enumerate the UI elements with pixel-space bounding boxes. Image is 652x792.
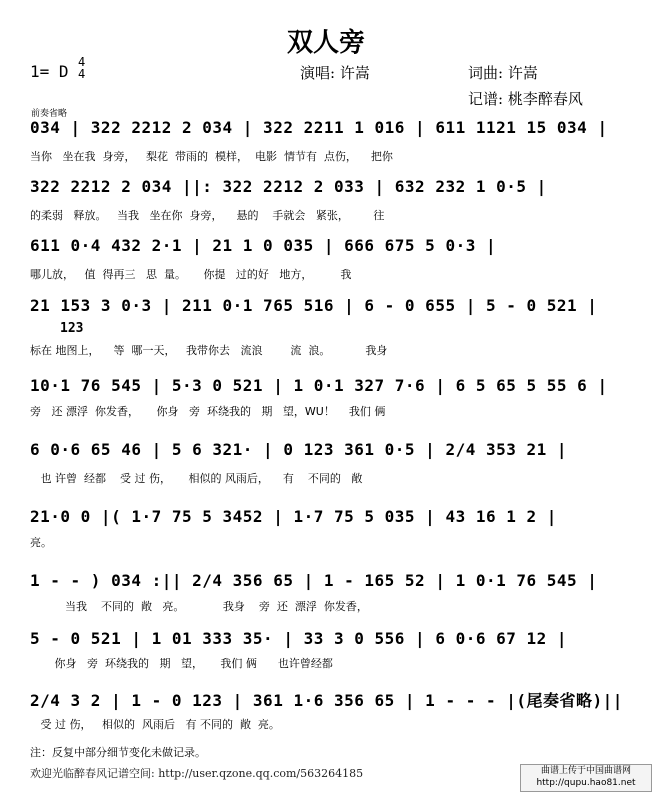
visit-line: 欢迎光临醉春风记谱空间: http://user.qzone.qq.com/563264185 bbox=[30, 767, 364, 780]
site-watermark-line2: http://qupu.hao81.net bbox=[536, 778, 636, 788]
staff-notes-9: 5 - 0 521 | 1 01 333 35· | 33 3 0 556 | 6 0·6 67 12 | bbox=[30, 629, 568, 648]
site-watermark-line1: 曲谱上传于中国曲谱网 bbox=[540, 766, 631, 776]
singer-credit: 演唱: 许嵩 bbox=[300, 64, 370, 82]
staff-notes-6: 6 0·6 65 46 | 5 6 321· | 0 123 361 0·5 | 2/4 353 21 | bbox=[30, 440, 568, 459]
staff-lyrics-5: 旁 还 漂浮 你发香， 你身 旁 环绕我的 期 望，WU！ 我们 俩 bbox=[30, 405, 386, 418]
transcriber-credit: 记谱: 桃李醉春风 bbox=[468, 90, 583, 108]
time-signature-bottom: 4 bbox=[78, 67, 86, 81]
staff-extra-notes: 123 bbox=[60, 321, 84, 336]
staff-notes-8: 1 - - ) 034 :|| 2/4 356 65 | 1 - 165 52 | 1 0·1 76 545 | bbox=[30, 571, 598, 590]
staff-lyrics-1: 当你 坐在我 身旁， 梨花 带雨的 模样， 电影 情节有 点伤， 把你 bbox=[30, 150, 393, 163]
staff-lyrics-2: 的柔弱 释放。 当我 坐在你 身旁， 悬的 手就会 紧张， 往 bbox=[30, 209, 385, 222]
intro-omitted-label: 前奏省略 bbox=[31, 109, 68, 119]
staff-notes-10: 2/4 3 2 | 1 - 0 123 | 361 1·6 356 65 | 1 - - - |(尾奏省略)|| bbox=[30, 691, 623, 710]
staff-lyrics-8: 当我 不同的 敞 亮。 我身 旁 还 漂浮 你发香， bbox=[30, 600, 368, 613]
staff-notes-1: 034 | 322 2212 2 034 | 322 2211 1 016 | 611 1121 15 034 | bbox=[30, 118, 608, 137]
key-signature: 1= D bbox=[30, 62, 69, 81]
time-signature bbox=[78, 56, 85, 80]
time-signature-top: 4 bbox=[78, 55, 86, 69]
staff-lyrics-10: 受 过 伤， 相似的 风雨后 有 不同的 敞 亮。 bbox=[30, 718, 280, 731]
staff-notes-2: 322 2212 2 034 ||: 322 2212 2 033 | 632 232 1 0·5 | bbox=[30, 177, 547, 196]
staff-lyrics-3: 哪儿放， 值 得再三 思 量。 你提 过的好 地方， 我 bbox=[30, 268, 352, 281]
site-watermark bbox=[520, 764, 652, 792]
staff-notes-3: 611 0·4 432 2·1 | 21 1 0 035 | 666 675 5 0·3 | bbox=[30, 236, 497, 255]
staff-notes-7: 21·0 0 |( 1·7 75 5 3452 | 1·7 75 5 035 | 43 16 1 2 | bbox=[30, 507, 557, 526]
footnote: 注：反复中部分细节变化未做记录。 bbox=[30, 746, 206, 759]
staff-lyrics-6: 也 许曾 经都 受 过 伤， 相似的 风雨后， 有 不同的 敞 bbox=[30, 472, 363, 485]
staff-notes-4: 21 153 3 0·3 | 211 0·1 765 516 | 6 - 0 655 | 5 - 0 521 | bbox=[30, 296, 598, 315]
composer-credit: 词曲: 许嵩 bbox=[468, 64, 538, 82]
song-title: 双人旁 bbox=[286, 28, 365, 58]
staff-lyrics-7: 亮。 bbox=[30, 536, 52, 549]
staff-lyrics-9: 你身 旁 环绕我的 期 望， 我们 俩 也许曾经都 bbox=[30, 657, 333, 670]
staff-notes-5: 10·1 76 545 | 5·3 0 521 | 1 0·1 327 7·6 | 6 5 65 5 55 6 | bbox=[30, 376, 608, 395]
staff-lyrics-4: 标在 地图上， 等 哪一天， 我带你去 流浪 流 浪。 我身 bbox=[30, 344, 388, 357]
